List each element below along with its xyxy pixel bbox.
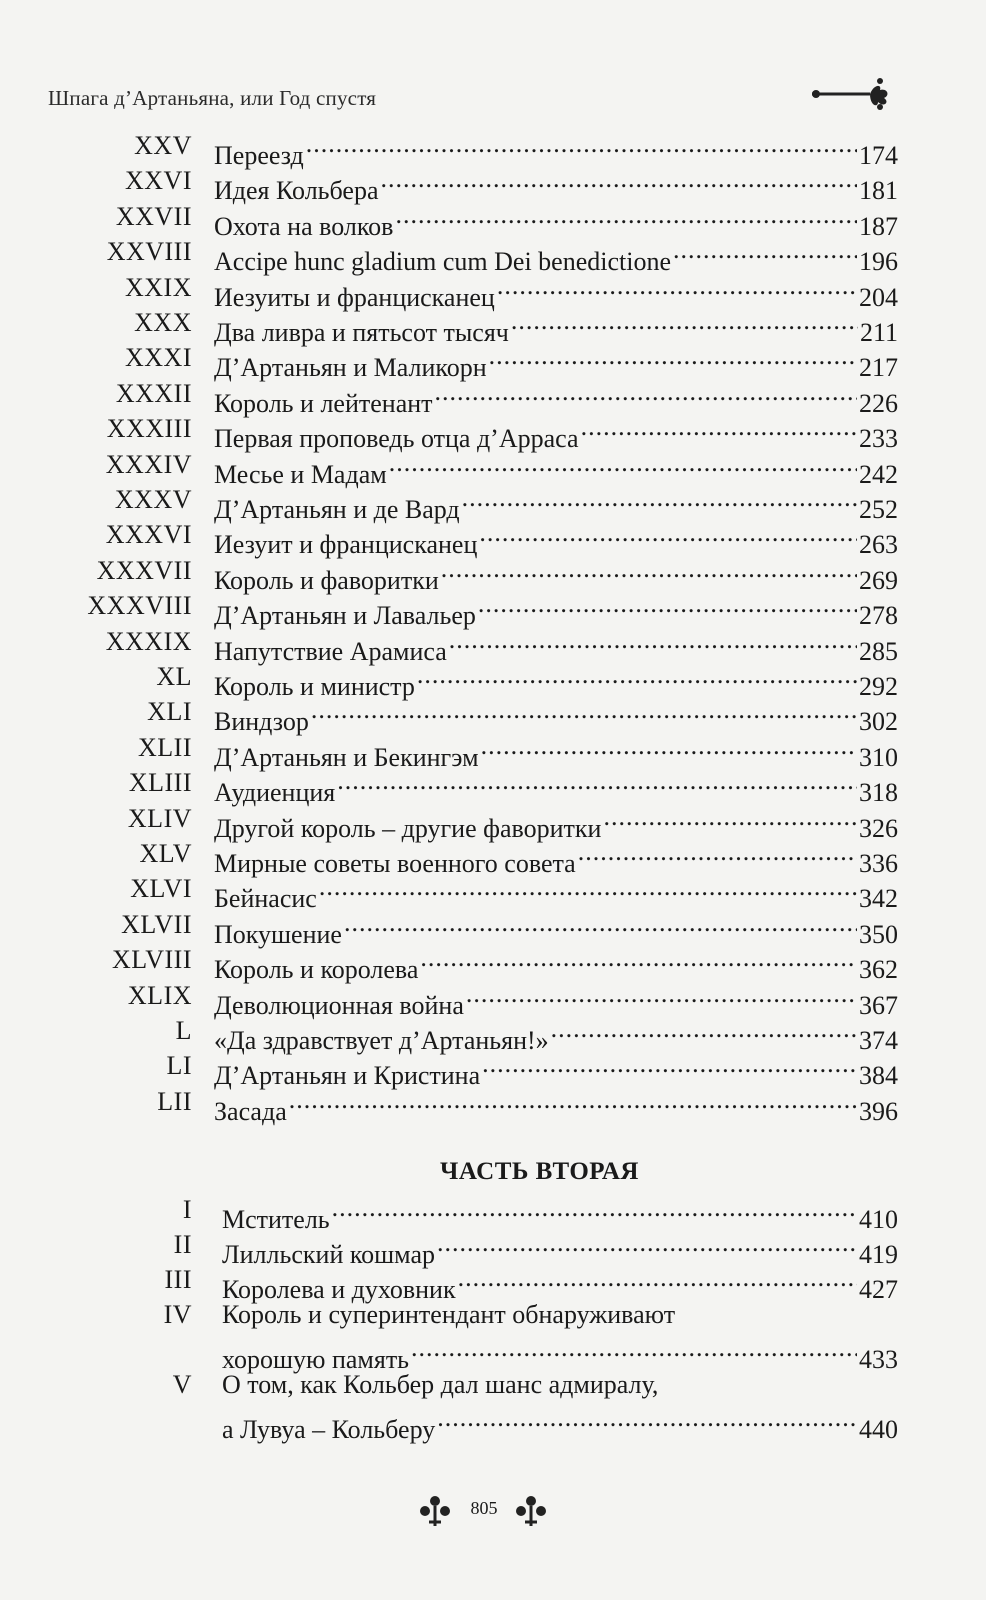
- toc-entry-line: [214, 730, 898, 772]
- toc-entry-line: [214, 659, 898, 701]
- toc-entry: [0, 199, 986, 241]
- dot-leader: [549, 1013, 857, 1049]
- dot-leader: [479, 730, 857, 766]
- toc-entry: [0, 270, 986, 312]
- chapter-title: Иезуит и францисканец: [214, 530, 478, 560]
- chapter-number: XXVI: [125, 166, 192, 196]
- dot-leader: [439, 553, 857, 589]
- page-ref: 362: [859, 955, 898, 985]
- dot-leader: [287, 1084, 857, 1120]
- toc-entry: [0, 694, 986, 737]
- page-ref: 350: [859, 919, 898, 949]
- toc-entry: [0, 1367, 986, 1403]
- chapter-number: XXXII: [115, 378, 192, 408]
- toc-entry: [0, 305, 986, 347]
- fleuron-left-icon: [418, 1494, 452, 1528]
- toc-entry-line: [222, 1332, 898, 1374]
- toc-entry-line: [214, 305, 898, 347]
- page-ref: 336: [859, 849, 898, 878]
- page-ref: 226: [859, 388, 898, 418]
- toc-entry: [0, 765, 986, 808]
- toc-entry: [0, 234, 986, 277]
- page-ref: 233: [859, 424, 898, 454]
- chapter-number: XXXVIII: [87, 591, 192, 621]
- chapter-title: Мститель: [222, 1205, 330, 1234]
- toc-entry-line: [214, 1084, 898, 1126]
- toc-entry: [0, 1262, 986, 1304]
- toc-entry: [0, 1227, 986, 1269]
- toc-entry: [0, 1084, 986, 1126]
- chapter-number: XXXIV: [105, 449, 192, 479]
- toc-entry-line: [222, 1402, 898, 1444]
- toc-entry-line: [214, 1048, 898, 1091]
- chapter-title: Засада: [214, 1096, 287, 1126]
- chapter-title: Первая проповедь отца д’Арраса: [214, 424, 579, 454]
- page-ref: 278: [859, 601, 898, 631]
- toc-entry-line: [214, 624, 898, 666]
- chapter-number: IV: [163, 1300, 192, 1329]
- chapter-number: XLIV: [127, 803, 192, 833]
- page-ref: 181: [859, 176, 898, 206]
- chapter-title: Д’Артаньян и Маликорн: [214, 353, 487, 383]
- dot-leader: [464, 978, 857, 1014]
- dot-leader: [335, 765, 857, 801]
- toc-entry: [0, 730, 986, 772]
- dot-leader: [415, 659, 857, 695]
- page-ref: 204: [859, 282, 898, 312]
- chapter-title: Покушение: [214, 919, 342, 949]
- toc-entry: [0, 128, 986, 170]
- toc-entry: [0, 1048, 986, 1091]
- page-ref: 419: [859, 1240, 898, 1269]
- toc-entry: [0, 659, 986, 701]
- page-footer: [418, 1490, 548, 1530]
- toc-entry-line: [214, 163, 898, 206]
- chapter-number: XLIX: [127, 980, 192, 1010]
- dot-leader: [418, 942, 857, 978]
- toc-entry-line: [214, 340, 898, 383]
- toc-entry: [0, 340, 986, 383]
- chapter-number: XXXIII: [106, 414, 192, 444]
- toc-entry-line: [214, 447, 898, 489]
- dot-leader: [579, 411, 857, 447]
- chapter-number: XLVIII: [111, 945, 192, 975]
- chapter-number: XLVII: [121, 909, 192, 939]
- toc-entry: [0, 376, 986, 418]
- chapter-number: XXXVII: [96, 555, 192, 585]
- dot-leader: [304, 128, 857, 164]
- chapter-title: О том, как Кольбер дал шанс адмиралу,: [222, 1370, 659, 1399]
- dot-leader: [671, 234, 857, 270]
- toc-entry-line: [214, 907, 898, 949]
- page-ref: 374: [859, 1026, 898, 1055]
- page-ref: 433: [859, 1345, 898, 1374]
- page-ref: 269: [859, 565, 898, 595]
- toc-entry: [0, 588, 986, 631]
- chapter-title: Два ливра и пятьсот тысяч: [214, 318, 509, 347]
- toc-entry-line: [214, 942, 898, 985]
- toc-entry: [0, 447, 986, 489]
- chapter-title: Аудиенция: [214, 778, 336, 808]
- dot-leader: [460, 482, 857, 518]
- chapter-number: XXIX: [125, 272, 192, 302]
- dot-leader: [495, 270, 857, 306]
- toc-entry-line: [222, 1227, 898, 1269]
- chapter-title: Accipe hunc gladium cum Dei benedictione: [214, 247, 672, 277]
- toc-entry: [0, 1332, 986, 1374]
- toc-entry-line: [214, 588, 898, 631]
- page-ref: 242: [859, 459, 898, 489]
- chapter-number: XXX: [134, 308, 192, 337]
- dot-leader: [456, 1262, 857, 1298]
- toc-entry-line: [214, 978, 898, 1020]
- toc-entry: [0, 907, 986, 949]
- chapter-title: Месье и Мадам: [214, 459, 387, 489]
- dot-leader: [477, 517, 857, 553]
- chapter-title: Король и лейтенант: [214, 388, 433, 418]
- chapter-title: Виндзор: [214, 707, 309, 737]
- page-ref: 187: [859, 211, 898, 241]
- dot-leader: [330, 1192, 857, 1228]
- chapter-number: XLVI: [130, 874, 192, 904]
- toc-entry-line: [214, 836, 898, 878]
- chapter-title: Д’Артаньян и Кристина: [214, 1061, 481, 1091]
- dot-leader: [435, 1402, 857, 1438]
- page-ref: 252: [859, 495, 898, 524]
- toc-entry-line: [214, 517, 898, 560]
- chapter-number: I: [182, 1195, 192, 1224]
- chapter-title: Иезуиты и францисканец: [214, 282, 495, 312]
- chapter-number: XXVIII: [106, 237, 192, 267]
- chapter-number: XXV: [134, 131, 192, 160]
- dot-leader: [480, 1048, 857, 1084]
- chapter-number: III: [164, 1265, 192, 1294]
- toc-entry: [0, 624, 986, 666]
- page-ref: 263: [859, 530, 898, 560]
- page-ref: 396: [859, 1096, 898, 1126]
- toc-entry: [0, 553, 986, 595]
- page-ref: 384: [859, 1061, 898, 1091]
- chapter-number: XLIII: [128, 768, 192, 798]
- toc-entry: [0, 1192, 986, 1234]
- page-ref: 302: [859, 707, 898, 737]
- toc-entry-line: [222, 1262, 898, 1304]
- toc-entry-line: [214, 801, 898, 843]
- dot-leader: [379, 163, 857, 199]
- chapter-title: Король и суперинтендант обнаруживают: [222, 1300, 676, 1329]
- chapter-number: XLV: [139, 839, 192, 868]
- page-ref: 427: [859, 1275, 898, 1304]
- toc-entry: [0, 163, 986, 206]
- toc-entry: [0, 517, 986, 560]
- chapter-title: Охота на волков: [214, 211, 394, 241]
- chapter-title: Бейнасис: [214, 884, 317, 914]
- chapter-title: Переезд: [214, 141, 304, 170]
- toc-entry: [0, 1402, 986, 1444]
- chapter-number: XXXV: [114, 485, 192, 514]
- chapter-title: Король и министр: [214, 672, 415, 701]
- toc-entry-line: [214, 128, 898, 170]
- chapter-title: Напутствие Арамиса: [214, 636, 447, 666]
- dot-leader: [387, 447, 857, 483]
- dot-leader: [433, 376, 857, 412]
- dot-leader: [447, 624, 857, 660]
- toc-entry: [0, 1297, 986, 1333]
- chapter-number: XXVII: [115, 201, 192, 231]
- toc-entry-line: [214, 482, 898, 524]
- chapter-number: XLI: [147, 697, 192, 727]
- chapter-number: V: [172, 1370, 192, 1399]
- fleuron-right-icon: [514, 1494, 548, 1528]
- page-ref: 292: [859, 672, 898, 701]
- chapter-number: XL: [156, 662, 192, 691]
- toc-entry-line: [214, 1013, 898, 1055]
- chapter-title: Королева и духовник: [222, 1275, 456, 1304]
- chapter-title: Деволюционная война: [214, 990, 464, 1020]
- chapter-title: Д’Артаньян и Бекингэм: [214, 742, 479, 772]
- toc-entry-line: [222, 1192, 898, 1234]
- chapter-title: Д’Артаньян и де Вард: [214, 495, 460, 524]
- dot-leader: [409, 1332, 857, 1368]
- page-ref: 310: [859, 742, 898, 772]
- chapter-title: Король и фаворитки: [214, 565, 439, 595]
- chapter-number: LI: [166, 1051, 192, 1081]
- toc-entry: [0, 942, 986, 985]
- page-ref: 410: [859, 1205, 898, 1234]
- dot-leader: [487, 340, 857, 376]
- chapter-title: Д’Артаньян и Лавальер: [214, 601, 476, 631]
- chapter-title: Король и королева: [214, 955, 419, 985]
- toc-entry-line: [214, 234, 898, 277]
- toc-entry-line: [214, 376, 898, 418]
- dot-leader: [317, 871, 857, 907]
- page-number: 805: [470, 1498, 498, 1518]
- dot-leader: [576, 836, 857, 872]
- dot-leader: [509, 305, 858, 341]
- toc-entry-line: [214, 270, 898, 312]
- toc-entry-line: [214, 553, 898, 595]
- chapter-number: L: [175, 1016, 192, 1045]
- page-ref: 318: [859, 778, 898, 808]
- chapter-title: хорошую память: [222, 1345, 410, 1374]
- dot-leader: [476, 588, 857, 624]
- page-ref: 174: [859, 141, 898, 170]
- dot-leader: [435, 1227, 857, 1263]
- page-ref: 217: [859, 353, 898, 383]
- chapter-title: а Лувуа – Кольберу: [222, 1415, 436, 1444]
- dot-leader: [601, 801, 857, 837]
- chapter-number: XXXI: [125, 343, 192, 373]
- toc-entry-line: [214, 765, 898, 808]
- chapter-title: Идея Кольбера: [214, 176, 379, 206]
- chapter-number: XXXVI: [105, 520, 192, 550]
- ornament-icon: [808, 76, 898, 112]
- section-title: ЧАСТЬ ВТОРАЯ: [440, 1158, 639, 1185]
- dot-leader: [342, 907, 857, 943]
- page-ref: 342: [859, 884, 898, 914]
- chapter-title: Другой король – другие фаворитки: [214, 813, 602, 843]
- page-ref: 196: [859, 247, 898, 277]
- page-ref: 211: [859, 318, 898, 347]
- toc-entry: [0, 411, 986, 454]
- toc-entry-line: [214, 199, 898, 241]
- chapter-title: «Да здравствует д’Артаньян!»: [214, 1026, 549, 1055]
- toc-entry-line: [214, 694, 898, 737]
- dot-leader: [393, 199, 857, 235]
- chapter-number: XLII: [138, 732, 192, 762]
- page-ref: 326: [859, 813, 898, 843]
- chapter-title: Лилльский кошмар: [222, 1240, 436, 1269]
- page-ref: 440: [859, 1415, 898, 1444]
- toc-entry: [0, 482, 986, 524]
- chapter-number: XXXIX: [105, 626, 192, 656]
- chapter-number: II: [173, 1230, 192, 1259]
- toc-entry: [0, 871, 986, 914]
- toc-entry: [0, 801, 986, 843]
- page-ref: 285: [859, 636, 898, 666]
- chapter-number: LII: [157, 1086, 192, 1116]
- toc-entry: [0, 1013, 986, 1055]
- toc-entry: [0, 836, 986, 878]
- chapter-title: Мирные советы военного совета: [214, 849, 576, 878]
- dot-leader: [309, 694, 857, 730]
- running-header-title: Шпага д’Артаньяна, или Год спустя: [48, 86, 377, 110]
- toc-entry: [0, 978, 986, 1020]
- toc-entry-line: [214, 411, 898, 454]
- page-ref: 367: [859, 990, 898, 1020]
- toc-entry-line: [214, 871, 898, 914]
